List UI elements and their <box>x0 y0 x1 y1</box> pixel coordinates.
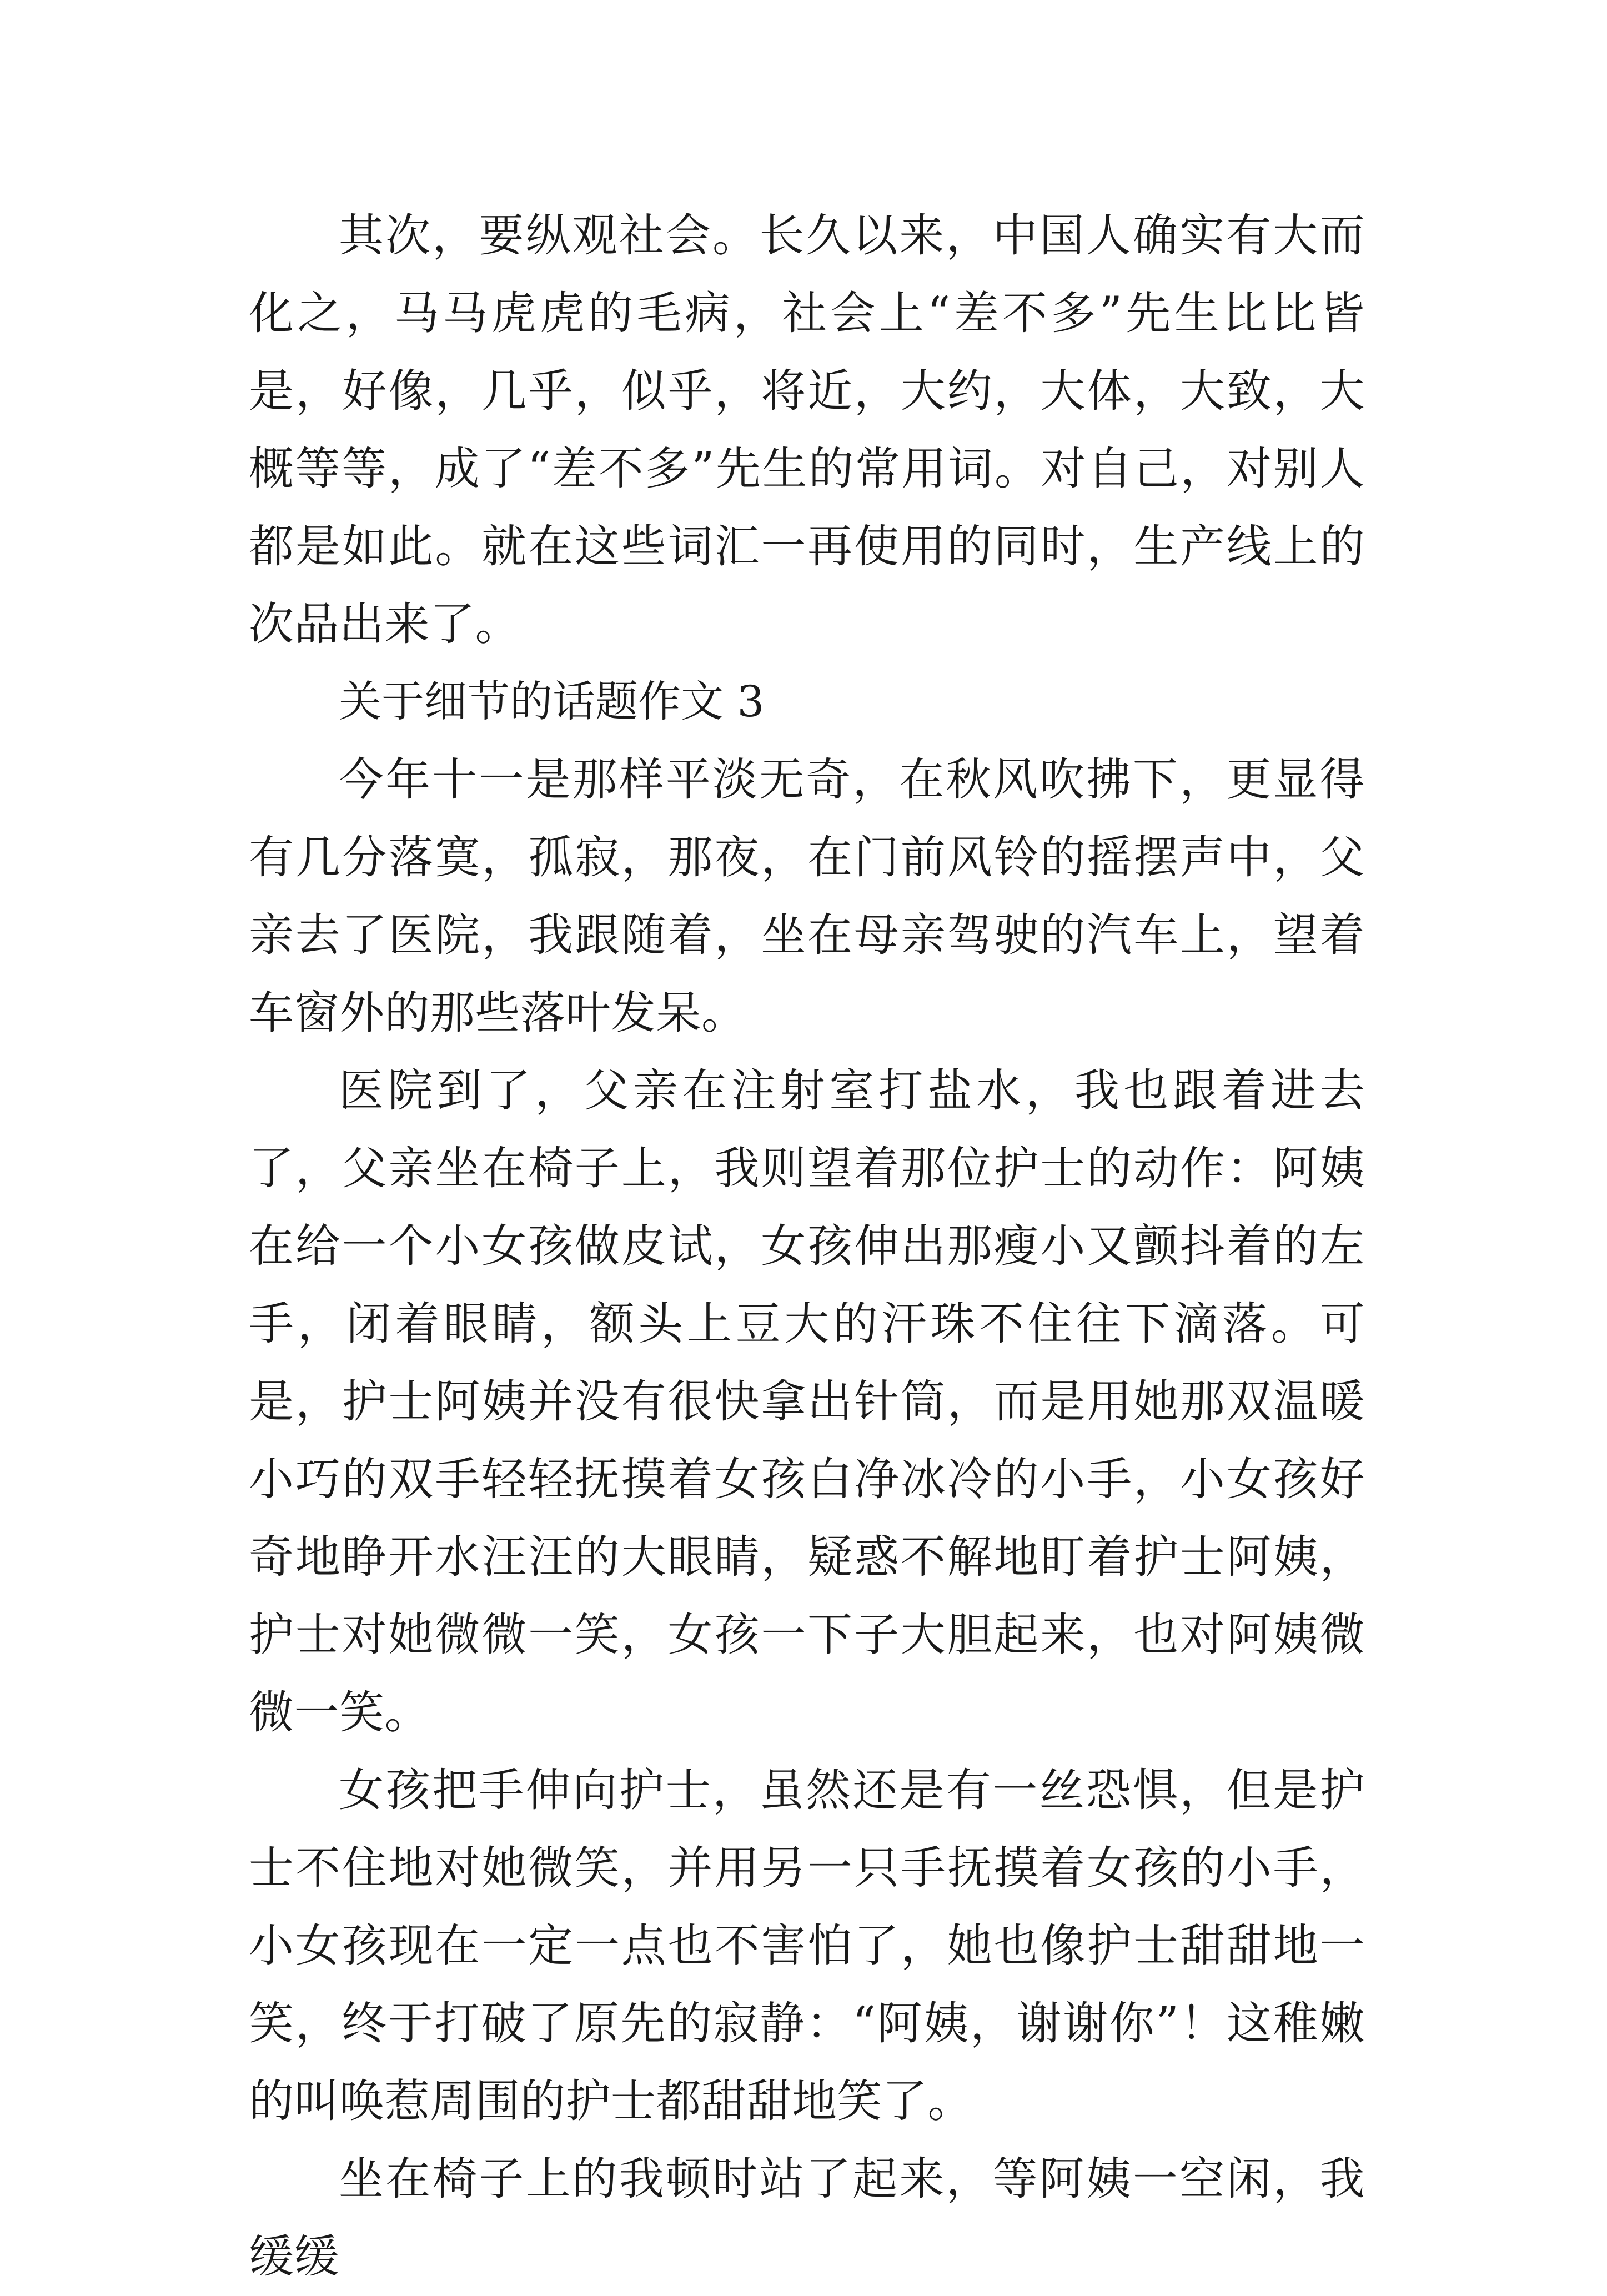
essay-heading: 关于细节的话题作文 3 <box>339 677 765 727</box>
paragraph-standing: 坐在椅子上的我顿时站了起来，等阿姨一空闲，我缓缓 <box>249 2153 1365 2283</box>
paragraph-girl: 女孩把手伸向护士，虽然还是有一丝恐惧，但是护士不住地对她微笑，并用另一只手抚摸着女孩的小手，小女孩现在一定一点也不害怕了，她也像护士甜甜地一笑，终于打破了原先的寂静：“阿姨，谢谢你”！这稚嫩的叫唤惹周围的护士都甜甜地笑了。 <box>249 1765 1365 2128</box>
paragraph-national-day: 今年十一是那样平淡无奇，在秋风吹拂下，更显得有几分落寞，孤寂，那夜，在门前风铃的摇摆声中，父亲去了医院，我跟随着，坐在母亲驾驶的汽车上，望着车窗外的那些落叶发呆。 <box>249 754 1365 1039</box>
paragraph-society: 其次，要纵观社会。长久以来，中国人确实有大而化之，马马虎虎的毛病，社会上“差不多”先生比比皆是，好像，几乎，似乎，将近，大约，大体，大致，大概等等，成了“差不多”先生的常用词。对自己，对别人都是如此。就在这些词汇一再使用的同时，生产线上的次品出来了。 <box>249 210 1365 651</box>
document-page <box>249 197 1365 2296</box>
paragraph-hospital: 医院到了，父亲在注射室打盐水，我也跟着进去了，父亲坐在椅子上，我则望着那位护士的动作：阿姨在给一个小女孩做皮试，女孩伸出那瘦小又颤抖着的左手，闭着眼睛，额头上豆大的汗珠不住往下滴落。可是，护士阿姨并没有很快拿出针筒，而是用她那双温暖小巧的双手轻轻抚摸着女孩白净冰冷的小手，小女孩好奇地睁开水汪汪的大眼睛，疑惑不解地盯着护士阿姨，护士对她微微一笑，女孩一下子大胆起来，也对阿姨微微一笑。 <box>249 1065 1365 1739</box>
